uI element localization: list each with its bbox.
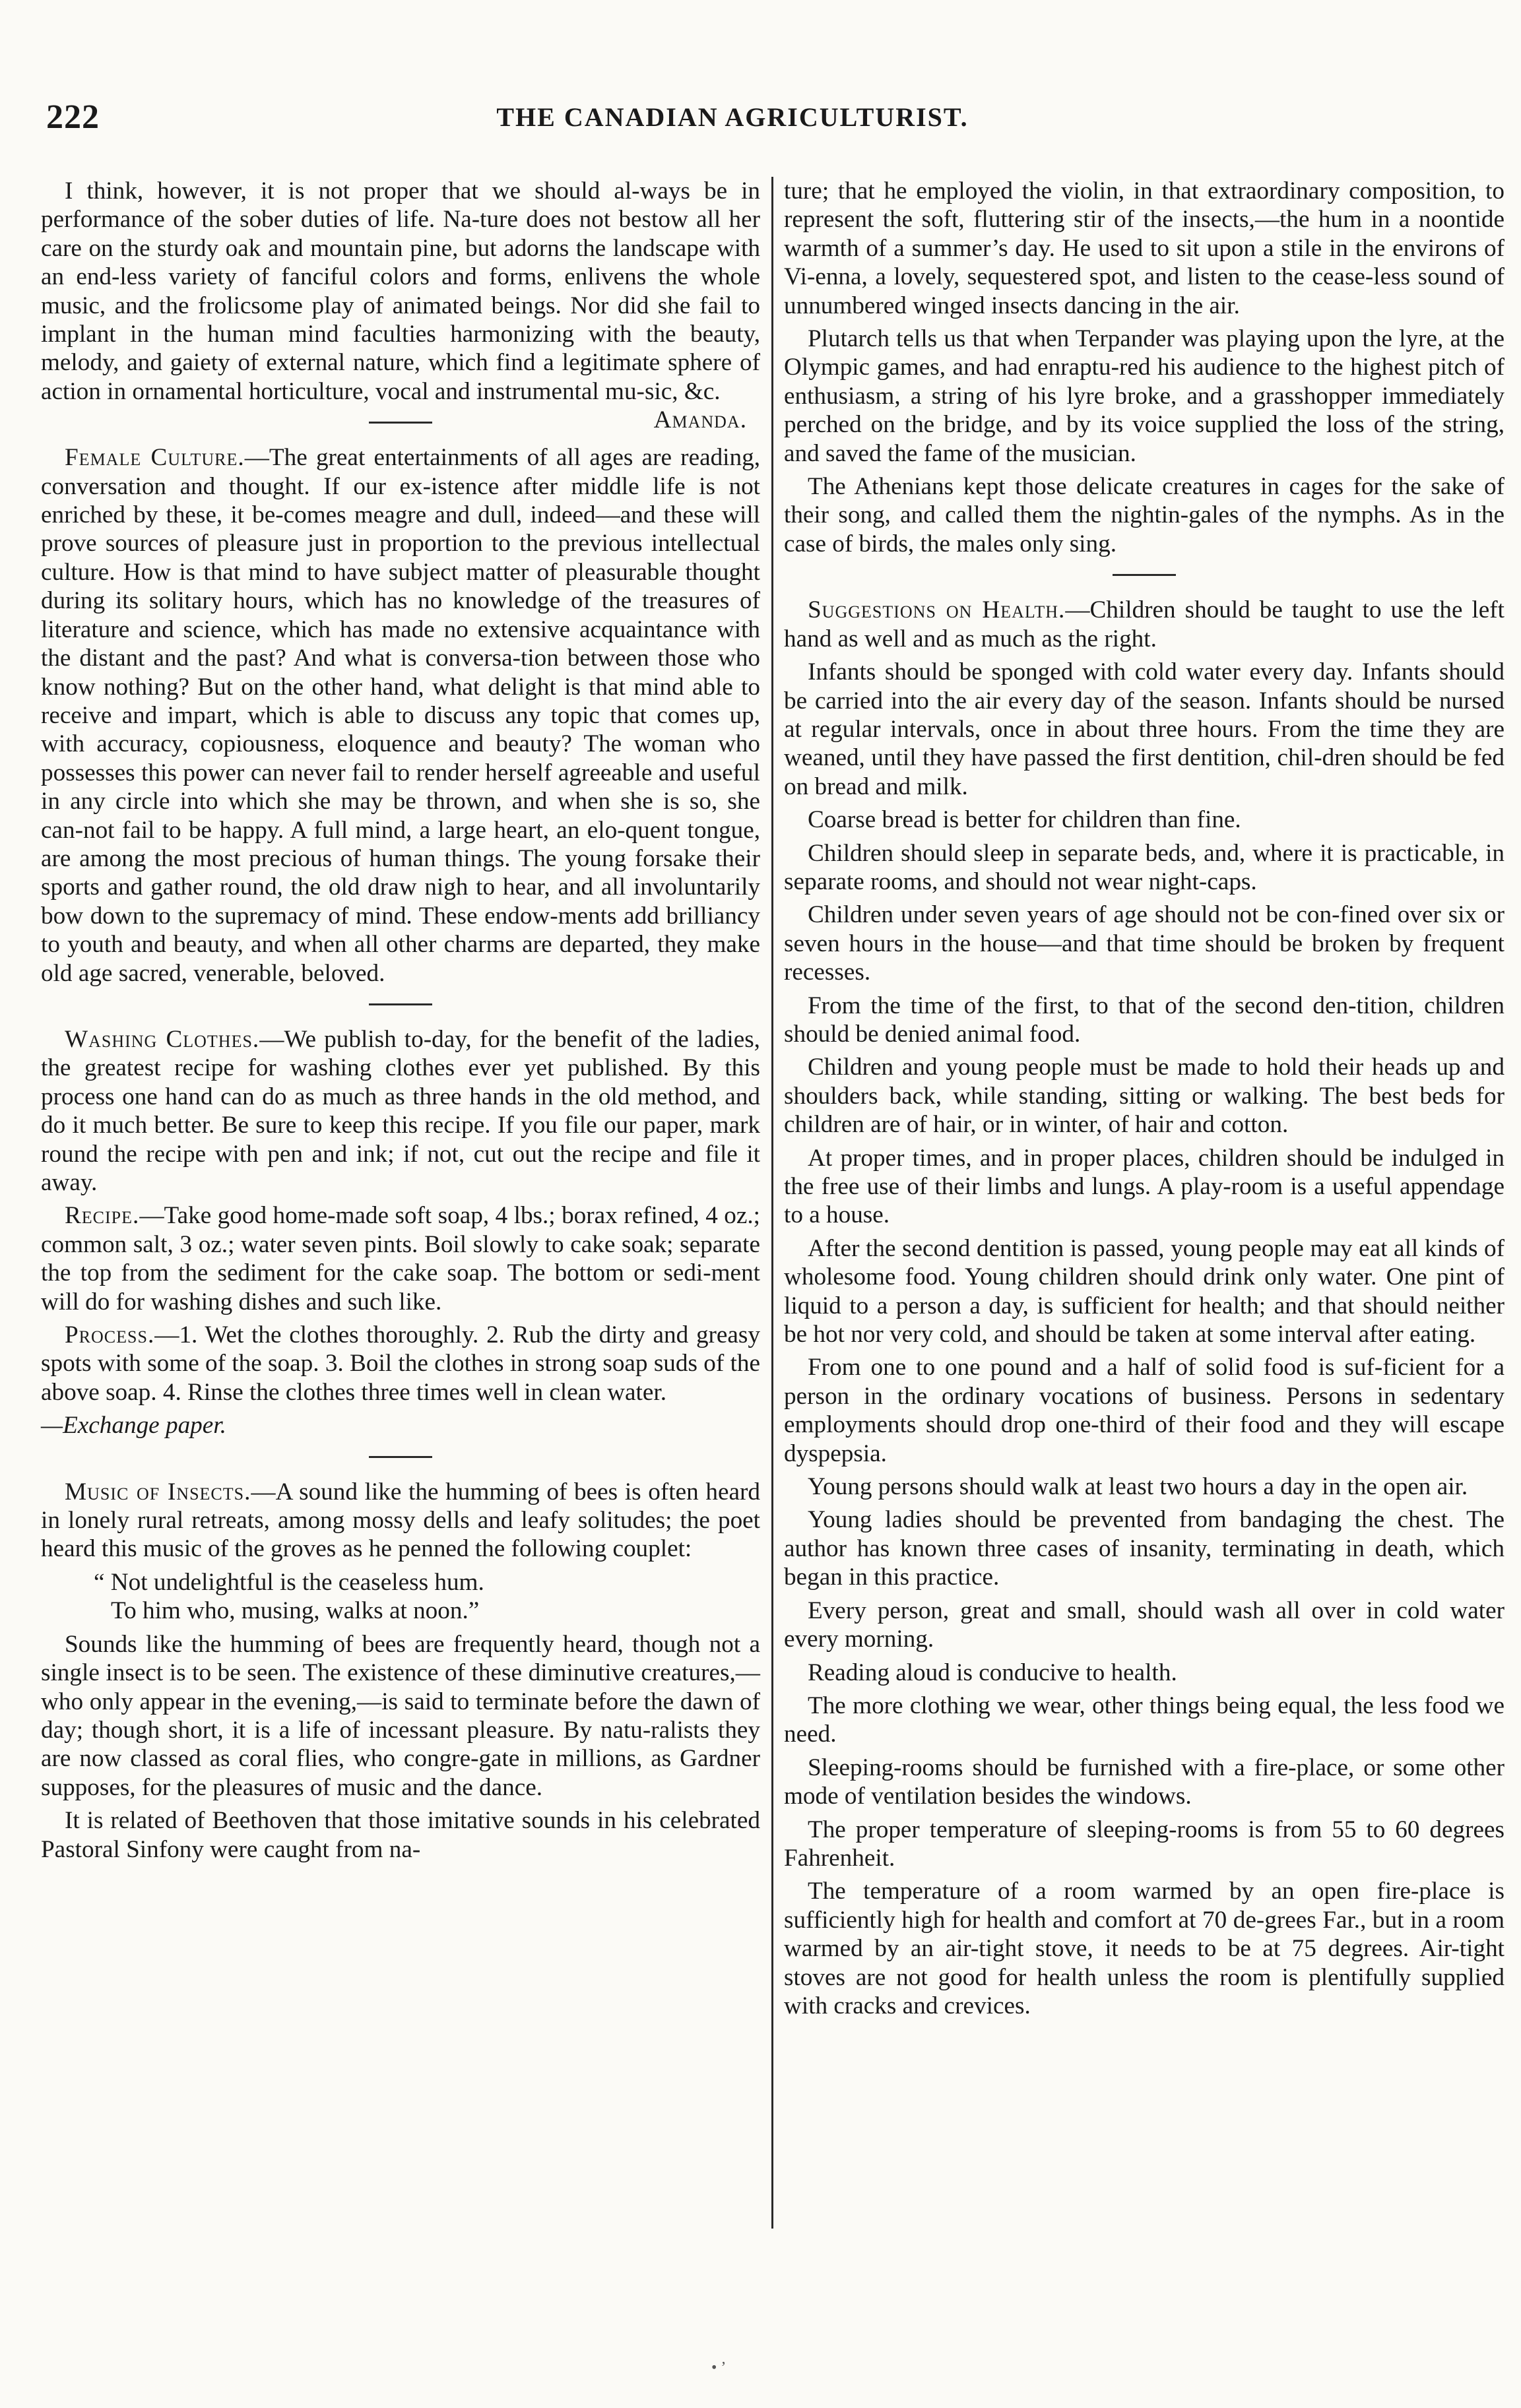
paragraph-wash: Every person, great and small, should wash all over in cold water every morning. <box>784 1597 1505 1653</box>
paragraph-posture: Children and young people must be made to hold their heads up and shoulders back, while standing, sitting or walking. The best beds for children are of hair, or in winter, of hair and cotton. <box>784 1054 1505 1139</box>
running-title: THE CANADIAN AGRICULTURIST. <box>496 102 969 132</box>
paragraph-beethoven: It is related of Beethoven that those imitative sounds in his celebrated Pastoral Sinfony were caught from na- <box>41 1807 760 1863</box>
paragraph-plutarch: Plutarch tells us that when Terpander was playing upon the lyre, at the Olympic games, and had enraptu-red his audience to the highest pitch of enthusiasm, a string of his lyre broke, and a grasshopper immediately perched on the bridge, and by its voice supplied the loss of the string, and saved the fame of the musician. <box>784 325 1505 467</box>
article-title: Washing Clothes. <box>65 1025 260 1053</box>
article-title: Suggestions on Health. <box>808 596 1066 624</box>
paragraph-temperature: The proper temperature of sleeping-rooms is from 55 to 60 degrees Fahrenheit. <box>784 1816 1505 1872</box>
process-title: Process. <box>65 1321 155 1349</box>
left-column <box>41 177 760 1868</box>
paragraph-infants: Infants should be sponged with cold water every day. Infants should be carried into the air every day of the season. Infants should be nursed at regular intervals, once in about three hours. From the time they are weaned, until they have passed the first dentition, chil-dren should be fed on bread and milk. <box>784 658 1505 800</box>
paragraph-continued: ture; that he employed the violin, in that extraordinary composition, to represent the soft, fluttering stir of the insects,—the hum in a noontide warmth of a summer’s day. He used to sit upon a stile in the environs of Vi-enna, a lovely, sequestered spot, and listen to the cease-less sound of unnumbered winged insects dancing in the air. <box>784 177 1505 319</box>
paragraph-bandaging: Young ladies should be prevented from bandaging the chest. The author has known three cases of insanity, terminating in death, which began in this practice. <box>784 1506 1505 1591</box>
recipe-title: Recipe. <box>65 1202 140 1230</box>
paragraph-recipe: Recipe.—Take good home-made soft soap, 4 lbs.; borax refined, 4 oz.; common salt, 3 oz.; water seven pints. Boil slowly to cake soak; separate the top from the sediment for the cake soap. The bottom or sedi-ment will do for washing dishes and such like. <box>41 1202 760 1315</box>
paragraph-fire-place: The temperature of a room warmed by an open fire-place is sufficiently high for health and comfort at 70 de-grees Far., but in a room warmed by an air-tight stove, it needs to be at 75 degrees. Air-tight stoves are not good for health unless the room is plentifully supplied with cracks and crevices. <box>784 1878 1505 2019</box>
poem-couplet <box>41 1568 760 1626</box>
paragraph-athenians: The Athenians kept those delicate creatures in cages for the sake of their song, and called them the nightin-gales of the nymphs. As in the case of birds, the males only sing. <box>784 473 1505 557</box>
right-column <box>784 177 1505 2025</box>
page-number: 222 <box>46 98 100 136</box>
article-female-culture: Female Culture.—The great entertainments of all ages are reading, conversation and thought. If our ex-istence after middle life is not enriched by these, it be-comes meagre and dull, indeed—and these will prove sources of pleasure just in proportion to the previous intellectual culture. How is that mind to have subject matter of pleasurable thought during its solitary hours, which has no knowledge of the treasures of literature and science, which has made no extensive acquaintance with the distant and the past? And what is conversa-tion between those who know nothing? But on the other hand, what delight is that mind able to receive and impart, which is able to discuss any topic that comes up, with accuracy, copiousness, eloquence and beauty? The woman who possesses this power can never fail to render herself agreeable and useful in any circle into which she may be thrown, and when she is so, she can-not fail to be happy. A full mind, a large heart, an elo-quent tongue, are among the most precious of human things. The young forsake their sports and gather round, the old draw nigh to hear, and all involuntarily bow down to the supremacy of mind. These endow-ments add brilliancy to youth and beauty, and when all other charms are departed, they make old age sacred, venerable, beloved. <box>41 444 760 987</box>
section-separator <box>369 1456 432 1458</box>
paragraph-sleeping-rooms: Sleeping-rooms should be furnished with a fire-place, or some other mode of ventilation besides the windows. <box>784 1754 1505 1810</box>
paragraph-process: Process.—1. Wet the clothes thoroughly. 2. Rub the dirty and greasy spots with some of the soap. 3. Boil the clothes in strong soap suds of the above soap. 4. Rinse the clothes three times well in clean water. <box>41 1321 760 1406</box>
verse-line: “ Not undelightful is the ceaseless hum. <box>94 1568 484 1596</box>
paragraph-amanda: I think, however, it is not proper that we should al-ways be in performance of the sober duties of life. Na-ture does not bestow all her care on the sturdy oak and mountain pine, but adorns the landscape with an end-less variety of fanciful colors and forms, enlivens the whole music, and the frolicsome play of animated beings. Nor did she fail to implant in the human mind faculties harmonizing with the beauty, melody, and gaiety of external nature, which find a legitimate sphere of action in ornamental horticulture, vocal and instrumental mu-sic, &c. Amanda. <box>41 177 760 434</box>
signature-amanda: Amanda. <box>653 406 747 434</box>
paragraph-under-seven: Children under seven years of age should not be con-fined over six or seven hours in the house—and that time should be broken by frequent recesses. <box>784 901 1505 986</box>
section-separator <box>369 422 432 424</box>
paragraph-play: At proper times, and in proper places, children should be indulged in the free use of their limbs and lungs. A play-room is a useful appendage to a house. <box>784 1144 1505 1229</box>
source-credit: —Exchange paper. <box>41 1412 226 1440</box>
paragraph-solid-food: From one to one pound and a half of solid food is suf-ficient for a person in the ordinary vocations of business. Persons in sedentary employments should drop one-third of their food and they will escape dyspepsia. <box>784 1354 1505 1467</box>
paragraph-dentition: From the time of the first, to that of the second den-tition, children should be denied animal food. <box>784 992 1505 1048</box>
footer-mark: • ’ <box>711 2359 727 2376</box>
section-separator <box>369 1003 432 1005</box>
paragraph-sleep: Children should sleep in separate beds, and, where it is practicable, in separate rooms, and should not wear night-caps. <box>784 839 1505 895</box>
section-separator <box>1113 574 1176 576</box>
page-header <box>46 98 1419 144</box>
article-title: Music of Insects. <box>65 1478 251 1505</box>
paragraph-reading: Reading aloud is conducive to health. <box>808 1659 1177 1686</box>
paragraph-sounds: Sounds like the humming of bees are frequently heard, though not a single insect is to be seen. The existence of these diminutive creatures,—who only appear in the evening,—is said to terminate before the dawn of day; though short, it is a life of incessant pleasure. By natu-ralists they are now classed as coral flies, who congre-gate in millions, as Gardner supposes, for the pleasures of music and the dance. <box>41 1630 760 1801</box>
article-music-of-insects: Music of Insects.—A sound like the humming of bees is often heard in lonely rural retreats, among mossy dells and leafy solitudes; the poet heard this music of the groves as he penned the following couplet: <box>41 1478 760 1563</box>
article-title: Female Culture. <box>65 444 245 472</box>
column-divider <box>771 177 773 2229</box>
paragraph-coarse-bread: Coarse bread is better for children than fine. <box>808 806 1241 834</box>
paragraph-clothing: The more clothing we wear, other things being equal, the less food we need. <box>784 1692 1505 1748</box>
article-suggestions-on-health: Suggestions on Health.—Children should be taught to use the left hand as well and as much as the right. <box>784 596 1505 652</box>
paragraph-diet: After the second dentition is passed, young people may eat all kinds of wholesome food. Young children should drink only water. One pint of liquid to a person a day, is sufficient for health; and that should neither be hot nor very cold, and should be taken at some interval after eating. <box>784 1234 1505 1348</box>
verse-line: To him who, musing, walks at noon.” <box>111 1597 480 1625</box>
article-washing-clothes: Washing Clothes.—We publish to-day, for the benefit of the ladies, the greatest recipe for washing clothes ever yet published. By this process one hand can do as much as three hands in the old method, and do it much better. Be sure to keep this recipe. If you file our paper, mark round the recipe with pen and ink; if not, cut out the recipe and file it away. <box>41 1025 760 1196</box>
paragraph-walk: Young persons should walk at least two hours a day in the open air. <box>808 1473 1468 1501</box>
